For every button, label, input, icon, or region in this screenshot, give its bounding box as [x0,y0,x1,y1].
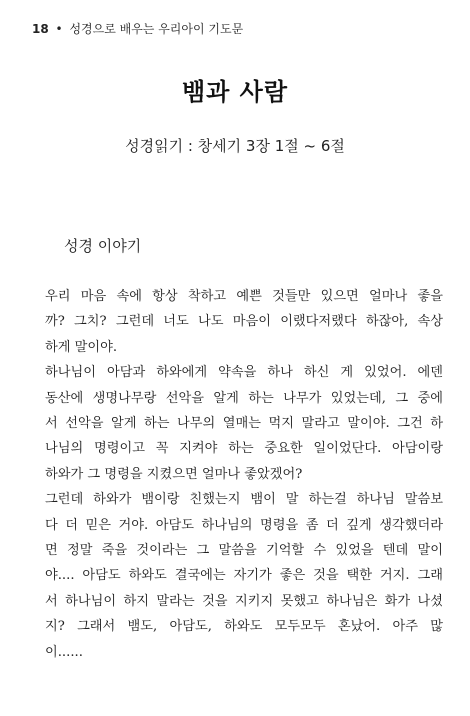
body-line: 우리 마음 속에 항상 착하고 예쁜 것들만 있으면 얼마나 좋을 [45,289,443,304]
body-line: 그런데 하와가 뱀이랑 친했는지 뱀이 말 하는걸 하나님 말씀보 [45,492,443,508]
book-title: 성경으로 배우는 우리아이 기도문 [69,22,244,36]
body-line: 서 선악을 알게 하는 나무의 열매는 먹지 말라고 말이야. 그건 하 [45,416,443,432]
scripture-reference: 성경읽기 : 창세기 3장 1절 ~ 6절 [125,137,345,155]
body-line: 다 더 믿은 거야. 아담도 하나님의 명령을 좀 더 깊게 생각했더라 [45,517,443,533]
body-line: 하게 말이야. [45,339,118,355]
body-line: 동산에 생명나무랑 선악을 알게 하는 나무가 있었는데, 그 중에 [45,390,443,406]
header-separator: • [55,22,63,36]
body-line: 까? 그치? 그런데 너도 나도 마음이 이랬다저랬다 하잖아, 속상 [45,314,443,330]
page-number: 18 [32,22,49,36]
body-text [45,284,443,665]
body-line: 서 하나님이 하지 말라는 것을 지키지 못했고 하나님은 화가 나셨 [45,593,443,609]
chapter-title: 뱀과 사람 [181,78,289,106]
section-heading: 성경 이야기 [64,237,142,255]
body-line: 이...... [45,644,83,660]
body-line: 지? 그래서 뱀도, 아담도, 하와도 모두모두 혼났어. 아주 많 [45,619,443,635]
running-header [32,20,243,37]
body-line: 하와가 그 명령을 지켰으면 얼마나 좋았겠어? [45,466,303,482]
body-line: 나님의 명령이고 꼭 지켜야 하는 중요한 일이었단다. 아담이랑 [45,441,443,457]
body-line: 면 정말 죽을 것이라는 그 말씀을 기억할 수 있었을 텐데 말이 [45,543,443,559]
body-line: 하나님이 아담과 하와에게 약속을 하나 하신 게 있었어. 에덴 [45,365,443,381]
body-line: 야.... 아담도 하와도 결국에는 자기가 좋은 것을 택한 거지. 그래 [45,568,443,584]
